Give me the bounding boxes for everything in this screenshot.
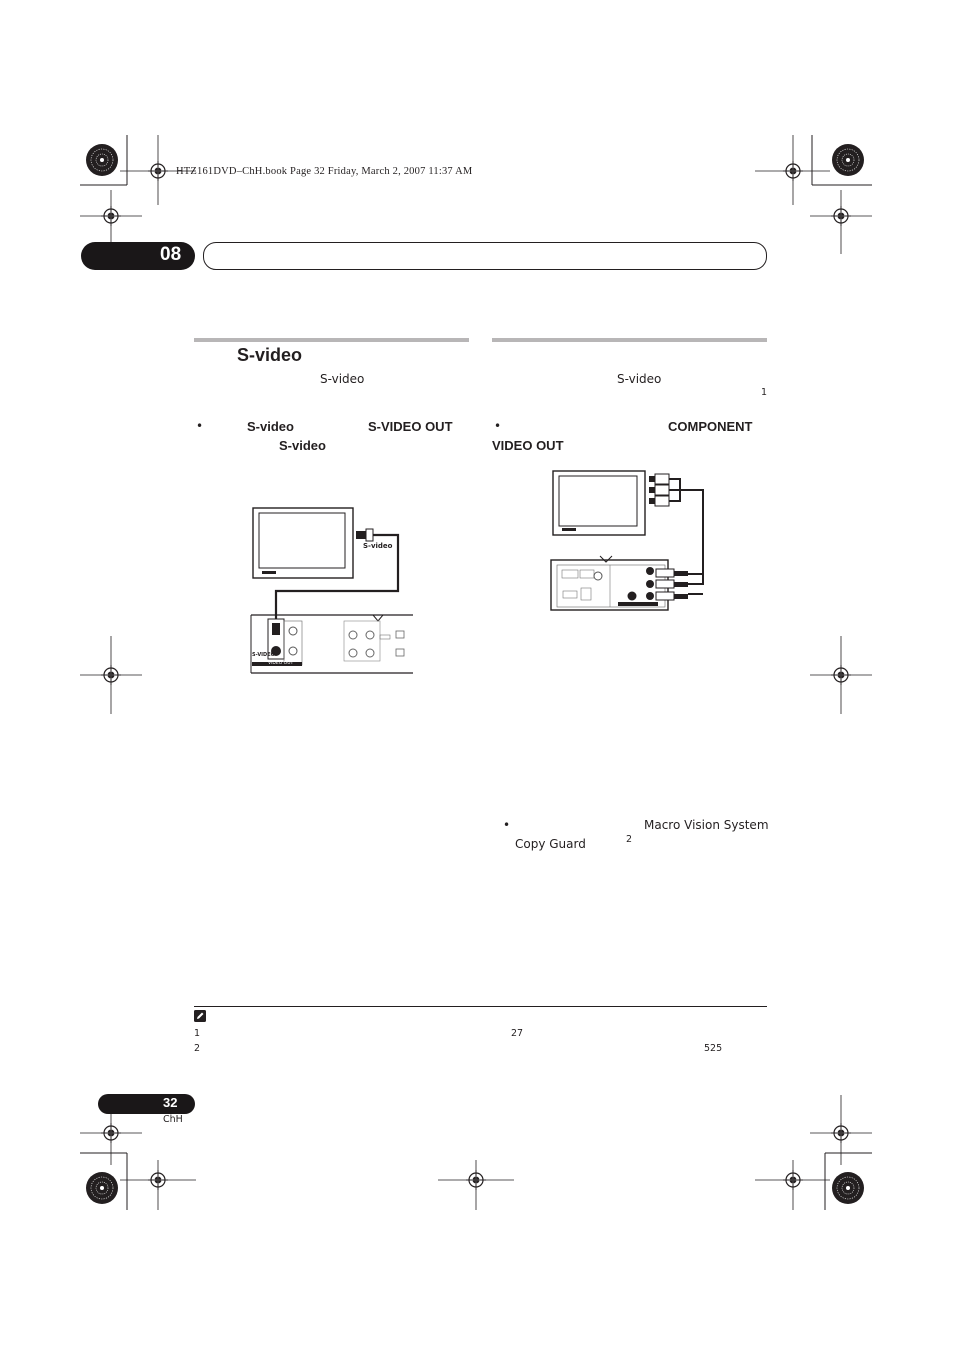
left-bullet-mark: • xyxy=(196,419,204,433)
page-number: 32 xyxy=(163,1095,178,1110)
left-intro-term: S-video xyxy=(320,372,365,386)
right-section-rule xyxy=(492,338,767,342)
page-number-tab xyxy=(98,1094,195,1114)
right-bullet-term-2: VIDEO OUT xyxy=(492,438,564,453)
svideo-cable-label: S-video xyxy=(363,542,393,550)
language-code: ChH xyxy=(163,1114,183,1125)
note-1-value: 27 xyxy=(511,1028,524,1039)
right-bullet2-term-1: Macro Vision System xyxy=(644,818,769,832)
left-bullet-term-3: S-video xyxy=(279,438,326,453)
note-pencil-icon xyxy=(194,1010,206,1022)
print-header: HTZ161DVD–ChH.book Page 32 Friday, March 2, 2007 11:37 AM xyxy=(176,166,473,177)
left-section-rule xyxy=(194,338,469,342)
left-bullet-term-2: S-VIDEO OUT xyxy=(368,419,453,434)
notes-rule xyxy=(194,1006,767,1007)
video-out-panel-label: VIDEO OUT xyxy=(268,661,294,666)
component-connection-diagram xyxy=(548,466,718,616)
right-bullet2-mark: • xyxy=(503,818,511,832)
chapter-title-bar xyxy=(203,242,767,270)
footnote-ref-2: 2 xyxy=(626,834,633,845)
right-intro-term: S-video xyxy=(617,372,662,386)
note-2-value: 525 xyxy=(704,1043,723,1054)
note-1-marker: 1 xyxy=(194,1028,201,1039)
right-bullet-term-1: COMPONENT xyxy=(668,419,753,434)
right-bullet-mark: • xyxy=(494,419,502,433)
section-heading: S-video xyxy=(237,345,303,365)
left-bullet-term-1: S-video xyxy=(247,419,294,434)
footnote-ref-1: 1 xyxy=(761,387,768,398)
right-bullet2-term-2: Copy Guard xyxy=(515,837,586,851)
note-2-marker: 2 xyxy=(194,1043,201,1054)
chapter-number: 08 xyxy=(160,244,182,265)
svideo-jack-label: S-VIDEO xyxy=(252,652,275,658)
